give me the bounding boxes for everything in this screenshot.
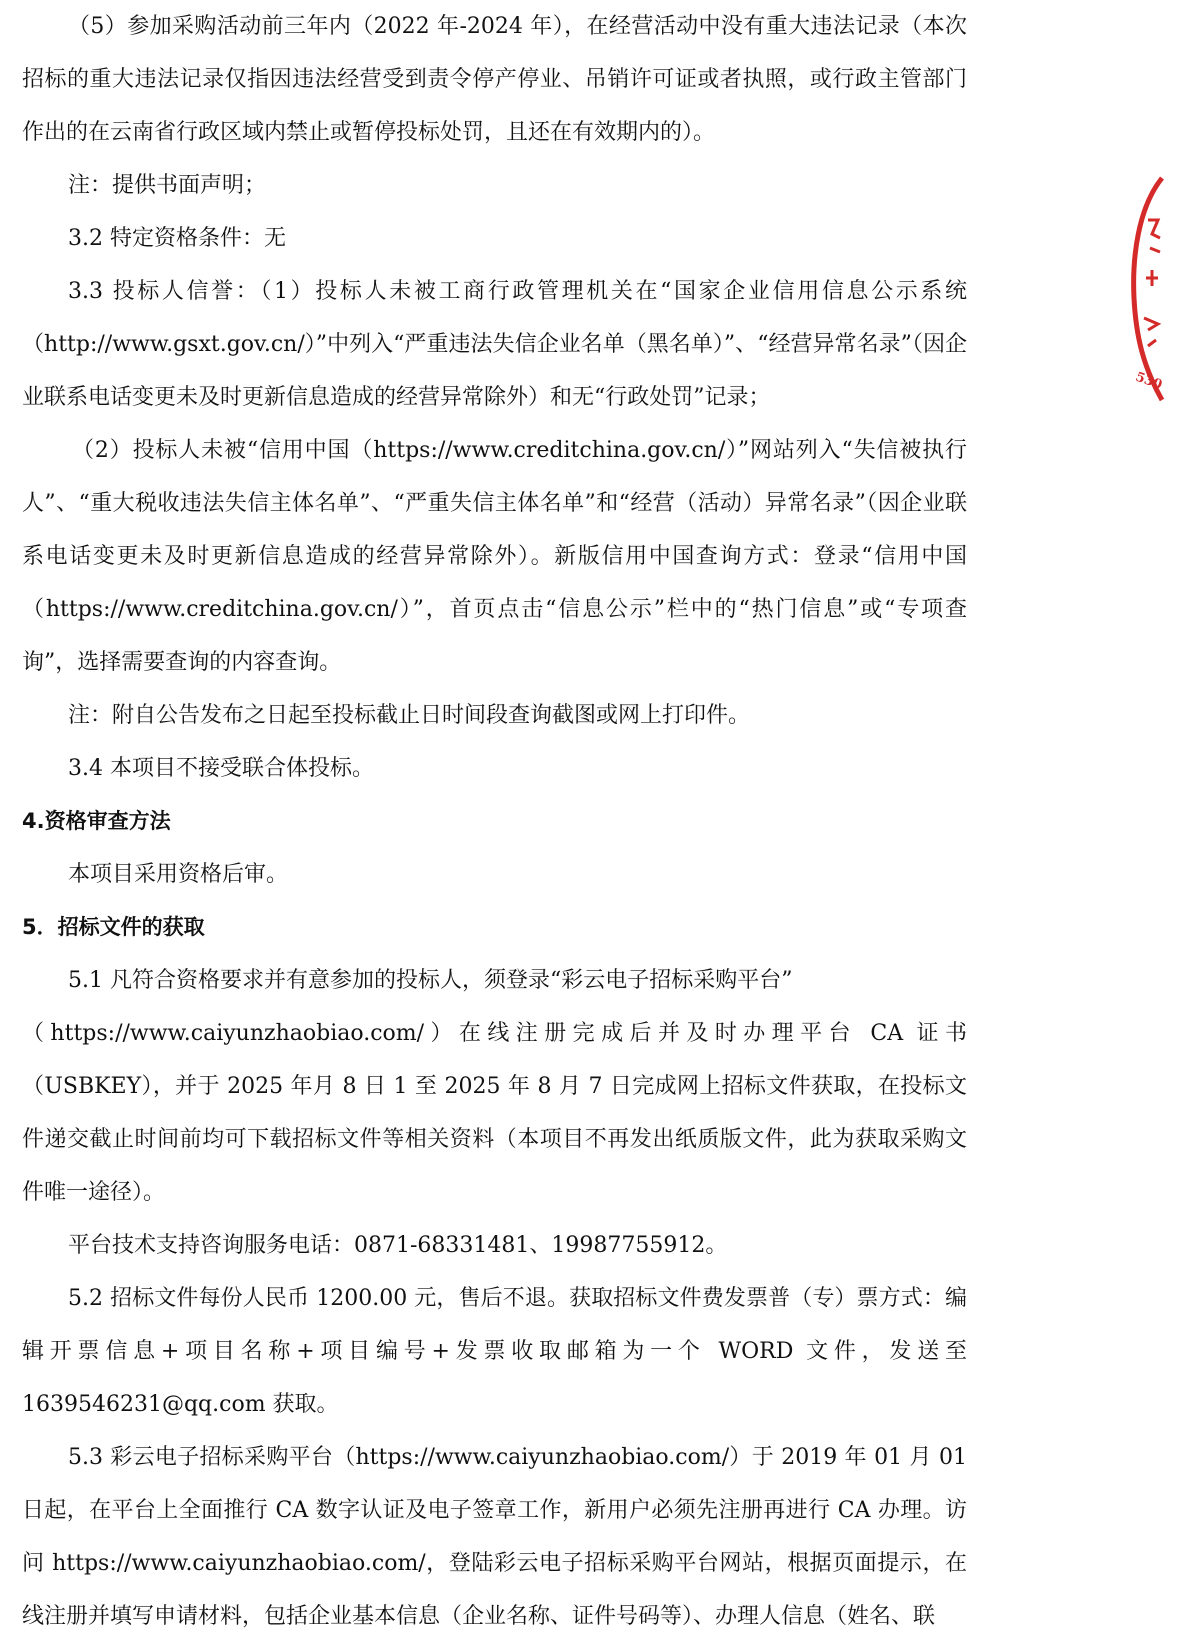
support-phone: 平台技术支持咨询服务电话：0871-68331481、19987755912。 <box>68 1233 728 1258</box>
heading-section-5: 5．招标文件的获取 <box>22 915 205 939</box>
section-5-1-continued: （https://www.caiyunzhaobiao.com/）在线注册完成后并及时办理平台 CA 证书（USBKEY），并于 2025 年月 8 日 1 至 2025 年 8 月 7 日完成网上招标文件获取，在投标文件递交截止时间前均可下载招标文件等相关资料（本项目不再发出纸质版文件，此为获取采购文件唯一途径）。 <box>22 1021 967 1205</box>
red-seal-stamp <box>1128 168 1168 408</box>
section-4-text: 本项目采用资格后审。 <box>68 862 289 887</box>
document-body <box>22 0 967 1643</box>
note-written-statement: 注：提供书面声明； <box>68 173 267 198</box>
section-3-2: 3.2 特定资格条件：无 <box>68 226 286 251</box>
section-3-3: 3.3 投标人信誉：（1）投标人未被工商行政管理机关在“国家企业信用信息公示系统（http://www.gsxt.gov.cn/）”中列入“严重违法失信企业名单（黑名单）”、“经营异常名录”（因企业联系电话变更未及时更新信息造成的经营异常除外）和无“行政处罚”记录； <box>22 279 967 410</box>
paragraph-item-5: （5）参加采购活动前三年内（2022 年-2024 年），在经营活动中没有重大违法记录（本次招标的重大违法记录仅指因违法经营受到责令停产停业、吊销许可证或者执照，或行政主管部门作出的在云南省行政区域内禁止或暂停投标处罚，且还在有效期内的）。 <box>22 14 967 145</box>
section-5-3: 5.3 彩云电子招标采购平台（https://www.caiyunzhaobiao.com/）于 2019 年 01 月 01 日起，在平台上全面推行 CA 数字认证及电子签章工作，新用户必须先注册再进行 CA 办理。访问 https://www.caiyunzhaobiao.com/，登陆彩云电子招标采购平台网站，根据页面提示，在线注册并填写申请材料，包括企业基本信息（企业名称、证件号码等）、办理人信息（姓名、联 <box>22 1445 967 1629</box>
note-query-screenshot: 注：附自公告发布之日起至投标截止日时间段查询截图或网上打印件。 <box>68 703 751 728</box>
section-5-1: 5.1 凡符合资格要求并有意参加的投标人，须登录“彩云电子招标采购平台” <box>68 968 793 993</box>
section-3-4: 3.4 本项目不接受联合体投标。 <box>68 756 374 781</box>
section-5-2: 5.2 招标文件每份人民币 1200.00 元，售后不退。获取招标文件费发票普（专）票方式：编辑开票信息+项目名称+项目编号+发票收取邮箱为一个 WORD 文件，发送至1639546231@qq.com 获取。 <box>22 1286 967 1417</box>
heading-section-4: 4.资格审查方法 <box>22 809 171 833</box>
section-3-3-part-2: （2）投标人未被“信用中国（https://www.creditchina.gov.cn/）”网站列入“失信被执行人”、“重大税收违法失信主体名单”、“严重失信主体名单”和“经营（活动）异常名录”（因企业联系电话变更未及时更新信息造成的经营异常除外）。新版信用中国查询方式：登录“信用中国（https://www.creditchina.gov.cn/）”，首页点击“信息公示”栏中的“热门信息”或“专项查询”，选择需要查询的内容查询。 <box>22 438 967 675</box>
seal-number: 530 <box>1133 369 1165 394</box>
